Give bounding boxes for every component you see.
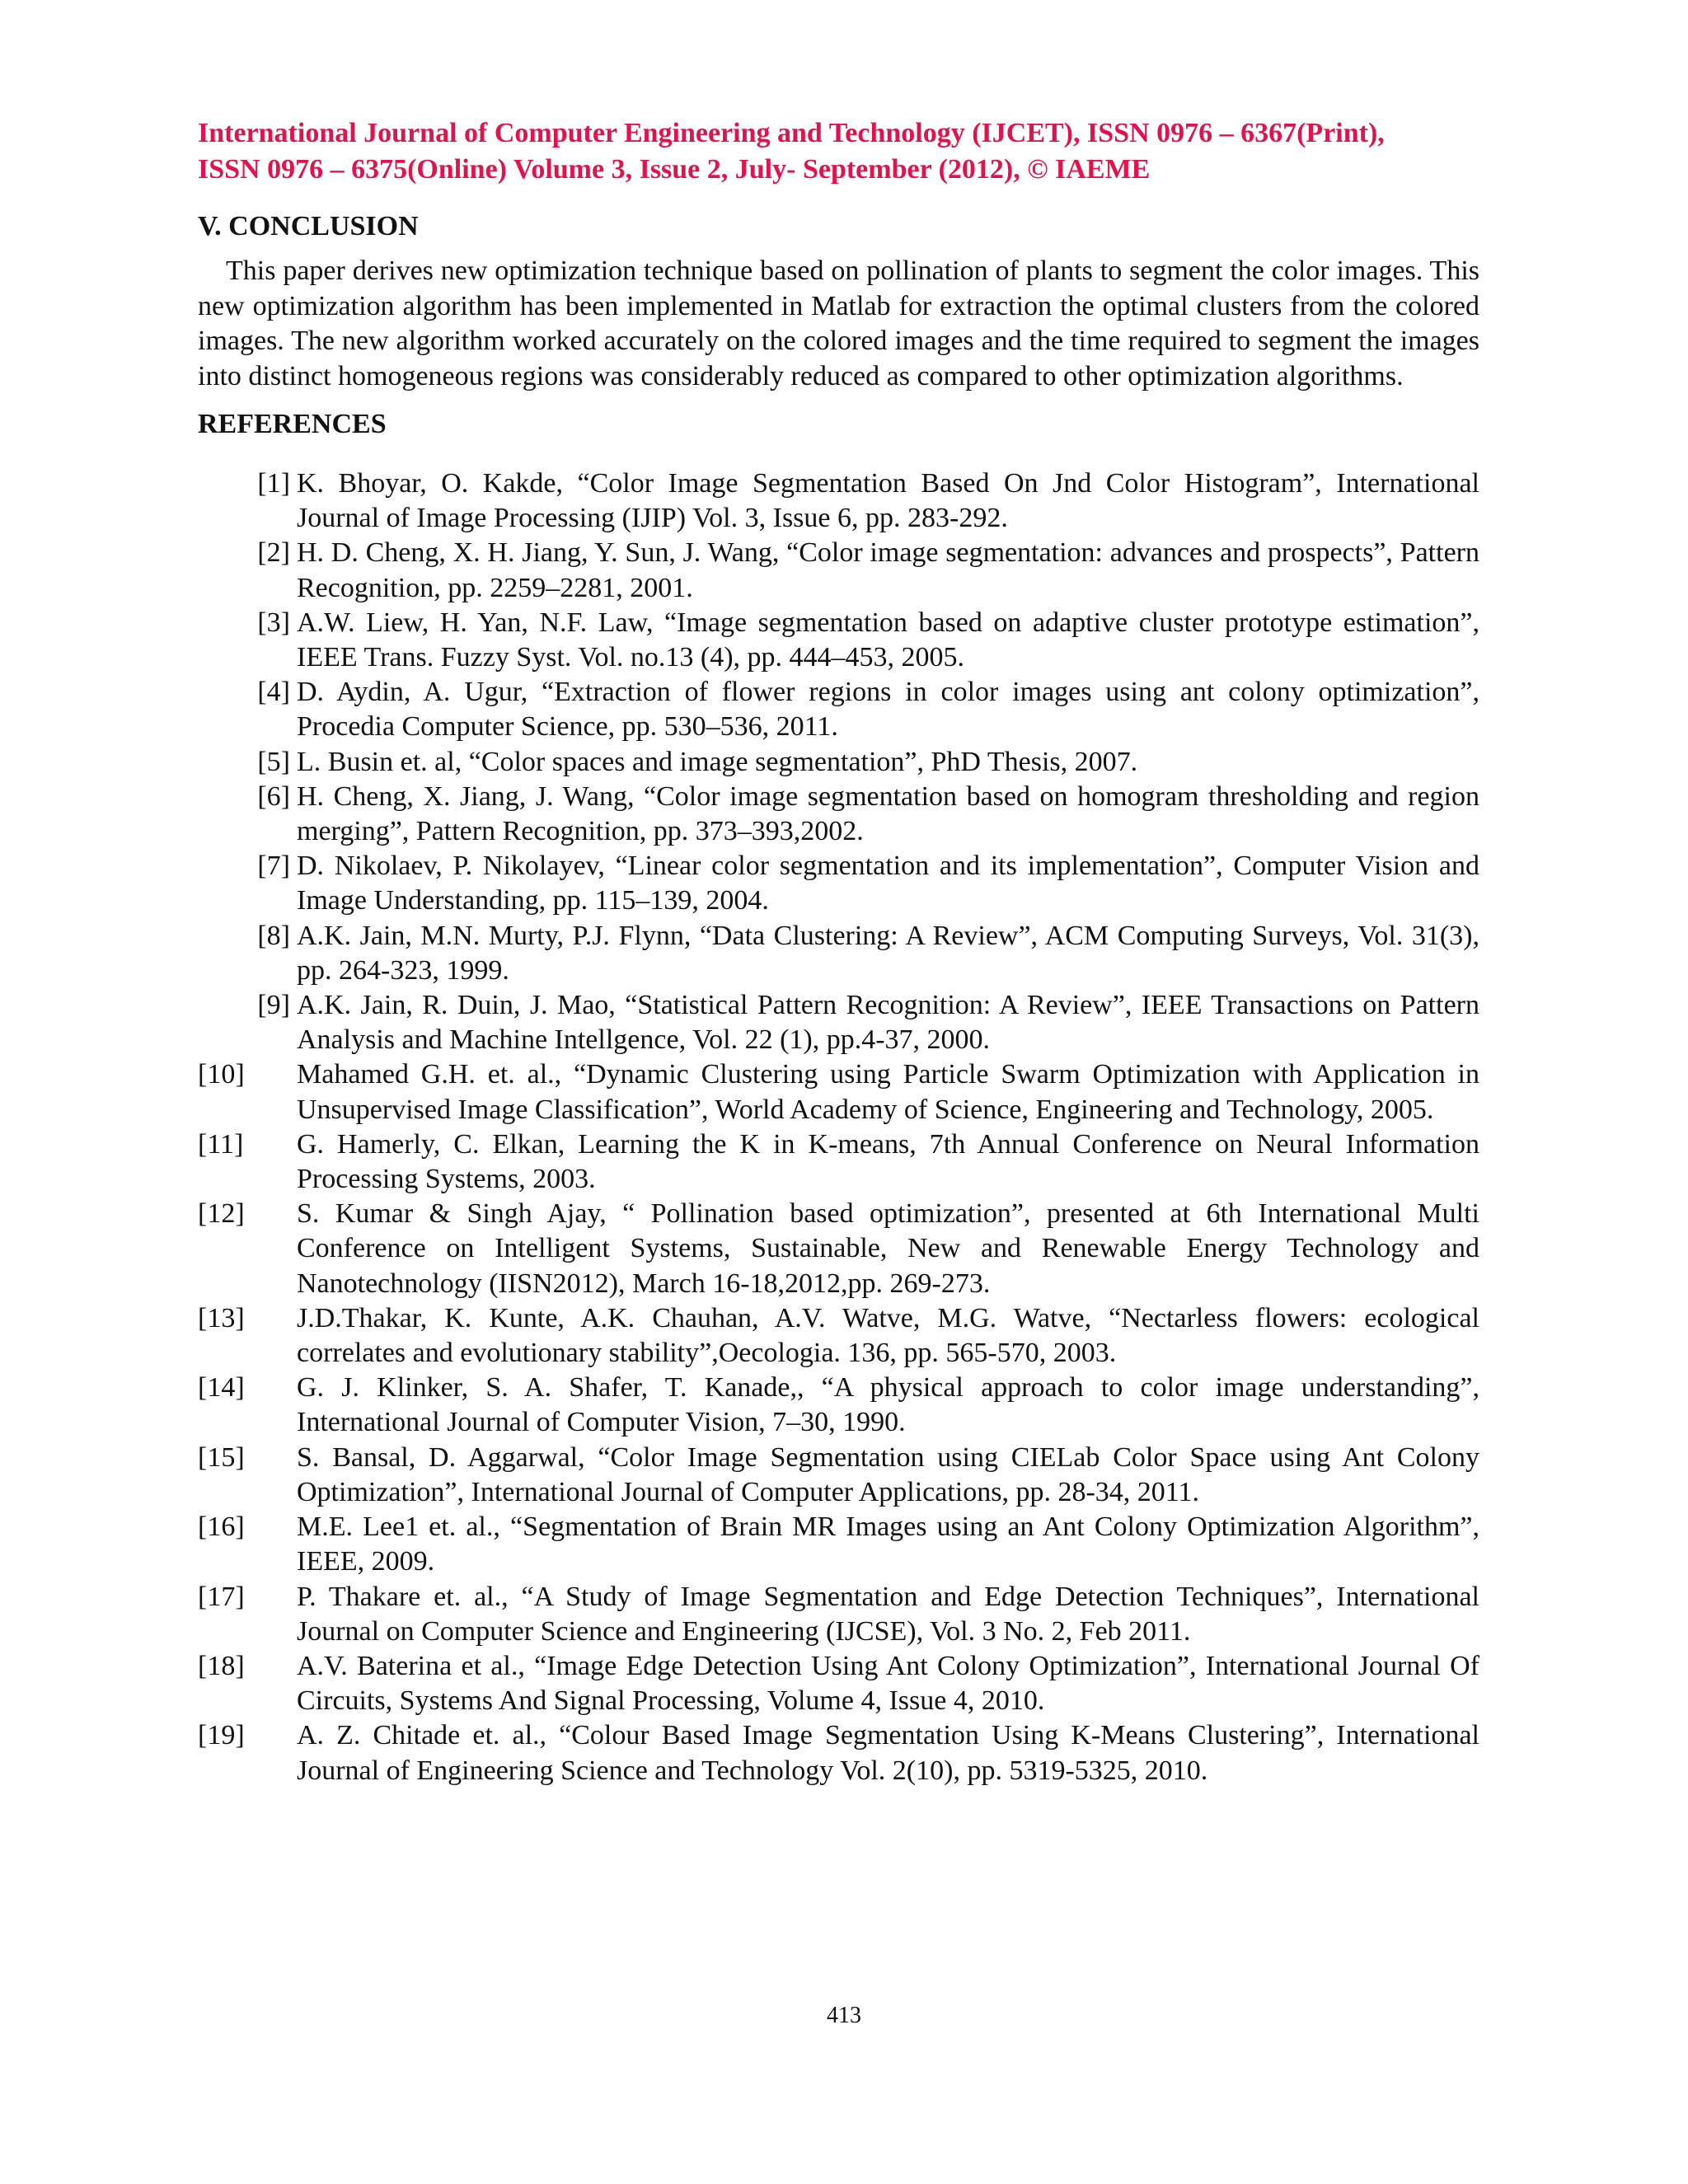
reference-number: [16]: [198, 1511, 245, 1543]
reference-text: G. Hamerly, C. Elkan, Learning the K in K-means, 7th Annual Conference on Neural Information Processing Systems, 2003.: [297, 1128, 1479, 1195]
reference-text: L. Busin et. al, “Color spaces and image segmentation”, PhD Thesis, 2007.: [297, 746, 1138, 777]
reference-text: S. Kumar & Singh Ajay, “ Pollination based optimization”, presented at 6th International Multi Conference on Intelligent Systems, Sustainable, New and Renewable Energy Technology and Nanotechnology (IISN2012), March 16-18,2012,pp. 269-273.: [297, 1198, 1479, 1299]
reference-number: [5]: [257, 746, 290, 777]
references-heading: REFERENCES: [198, 409, 387, 439]
reference-item: [198, 675, 1479, 744]
reference-item: [198, 536, 1479, 605]
reference-number: [8]: [257, 920, 290, 951]
reference-number: [12]: [198, 1198, 245, 1230]
reference-number: [1]: [257, 468, 290, 499]
conclusion-paragraph: This paper derives new optimization technique based on pollination of plants to segment the color images. This new optimization algorithm has been implemented in Matlab for extraction the optimal clusters from the colored images. The new algorithm worked accurately on the colored images and the time required to segment the images into distinct homogeneous regions was considerably reduced as compared to other optimization algorithms.: [198, 255, 1479, 391]
conclusion-heading: V. CONCLUSION: [198, 211, 419, 241]
reference-item: [198, 1441, 1479, 1510]
reference-item: [198, 1197, 1479, 1301]
reference-text: A.K. Jain, M.N. Murty, P.J. Flynn, “Data Clustering: A Review”, ACM Computing Surveys, Vol. 31(3), pp. 264-323, 1999.: [297, 920, 1479, 986]
reference-text: M.E. Lee1 et. al., “Segmentation of Brain MR Images using an Ant Colony Optimization Algorithm”, IEEE, 2009.: [297, 1511, 1479, 1577]
reference-item: [198, 1718, 1479, 1788]
page-number: 413: [827, 2003, 861, 2028]
reference-number: [18]: [198, 1650, 245, 1681]
reference-number: [10]: [198, 1059, 245, 1090]
reference-item: [198, 466, 1479, 536]
reference-text: G. J. Klinker, S. A. Shafer, T. Kanade,, “A physical approach to color image understanding”, International Journal of Computer Vision, 7–30, 1990.: [297, 1372, 1479, 1438]
journal-header-line2: ISSN 0976 – 6375(Online) Volume 3, Issue 2, July- September (2012), © IAEME: [198, 154, 1151, 185]
reference-number: [15]: [198, 1441, 245, 1473]
reference-item: [198, 1510, 1479, 1579]
reference-text: A.V. Baterina et al., “Image Edge Detection Using Ant Colony Optimization”, International Journal Of Circuits, Systems And Signal Processing, Volume 4, Issue 4, 2010.: [297, 1650, 1479, 1717]
reference-item: [198, 849, 1479, 918]
reference-item: [198, 1371, 1479, 1440]
reference-item: [198, 1649, 1479, 1718]
reference-item: [198, 780, 1479, 849]
reference-text: A. Z. Chitade et. al., “Colour Based Image Segmentation Using K-Means Clustering”, International Journal of Engineering Science and Technology Vol. 2(10), pp. 5319-5325, 2010.: [297, 1720, 1479, 1786]
reference-item: [198, 1580, 1479, 1649]
reference-text: P. Thakare et. al., “A Study of Image Segmentation and Edge Detection Techniques”, International Journal on Computer Science and Engineering (IJCSE), Vol. 3 No. 2, Feb 2011.: [297, 1581, 1479, 1647]
reference-text: Mahamed G.H. et. al., “Dynamic Clustering using Particle Swarm Optimization with Application in Unsupervised Image Classification”, World Academy of Science, Engineering and Technology, 2005.: [297, 1059, 1479, 1125]
reference-text: A.W. Liew, H. Yan, N.F. Law, “Image segmentation based on adaptive cluster prototype estimation”, IEEE Trans. Fuzzy Syst. Vol. no.13 (4), pp. 444–453, 2005.: [297, 607, 1479, 673]
reference-text: K. Bhoyar, O. Kakde, “Color Image Segmentation Based On Jnd Color Histogram”, International Journal of Image Processing (IJIP) Vol. 3, Issue 6, pp. 283-292.: [297, 468, 1479, 534]
reference-item: [198, 1127, 1479, 1197]
reference-text: H. D. Cheng, X. H. Jiang, Y. Sun, J. Wang, “Color image segmentation: advances and prospects”, Pattern Recognition, pp. 2259–2281, 2001.: [297, 537, 1479, 603]
reference-text: S. Bansal, D. Aggarwal, “Color Image Segmentation using CIELab Color Space using Ant Colony Optimization”, International Journal of Computer Applications, pp. 28-34, 2011.: [297, 1441, 1479, 1507]
reference-text: D. Aydin, A. Ugur, “Extraction of flower regions in color images using ant colony optimization”, Procedia Computer Science, pp. 530–536, 2011.: [297, 677, 1479, 743]
journal-header: [198, 115, 1479, 188]
page-content: [198, 115, 1479, 1788]
reference-list: [198, 466, 1479, 1788]
reference-number: [14]: [198, 1372, 245, 1404]
reference-item: [198, 1057, 1479, 1127]
reference-number: [9]: [257, 990, 290, 1021]
reference-number: [4]: [257, 677, 290, 708]
reference-number: [2]: [257, 537, 290, 569]
reference-item: [198, 745, 1479, 780]
reference-number: [3]: [257, 607, 290, 638]
reference-item: [198, 919, 1479, 988]
reference-item: [198, 988, 1479, 1057]
reference-number: [19]: [198, 1720, 245, 1751]
reference-number: [7]: [257, 851, 290, 882]
journal-header-line1: International Journal of Computer Engineering and Technology (IJCET), ISSN 0976 – 6367(Print),: [198, 118, 1385, 148]
reference-number: [6]: [257, 780, 290, 812]
reference-text: H. Cheng, X. Jiang, J. Wang, “Color image segmentation based on homogram thresholding and region merging”, Pattern Recognition, pp. 373–393,2002.: [297, 780, 1479, 847]
reference-number: [13]: [198, 1302, 245, 1333]
reference-text: J.D.Thakar, K. Kunte, A.K. Chauhan, A.V. Watve, M.G. Watve, “Nectarless flowers: ecological correlates and evolutionary stability”,Oecologia. 136, pp. 565-570, 2003.: [297, 1302, 1479, 1369]
reference-text: D. Nikolaev, P. Nikolayev, “Linear color segmentation and its implementation”, Computer Vision and Image Understanding, pp. 115–139, 2004.: [297, 851, 1479, 916]
reference-number: [17]: [198, 1581, 245, 1612]
reference-text: A.K. Jain, R. Duin, J. Mao, “Statistical Pattern Recognition: A Review”, IEEE Transactions on Pattern Analysis and Machine Intellgence, Vol. 22 (1), pp.4-37, 2000.: [297, 990, 1479, 1056]
reference-item: [198, 606, 1479, 675]
reference-item: [198, 1301, 1479, 1371]
reference-number: [11]: [198, 1128, 244, 1160]
